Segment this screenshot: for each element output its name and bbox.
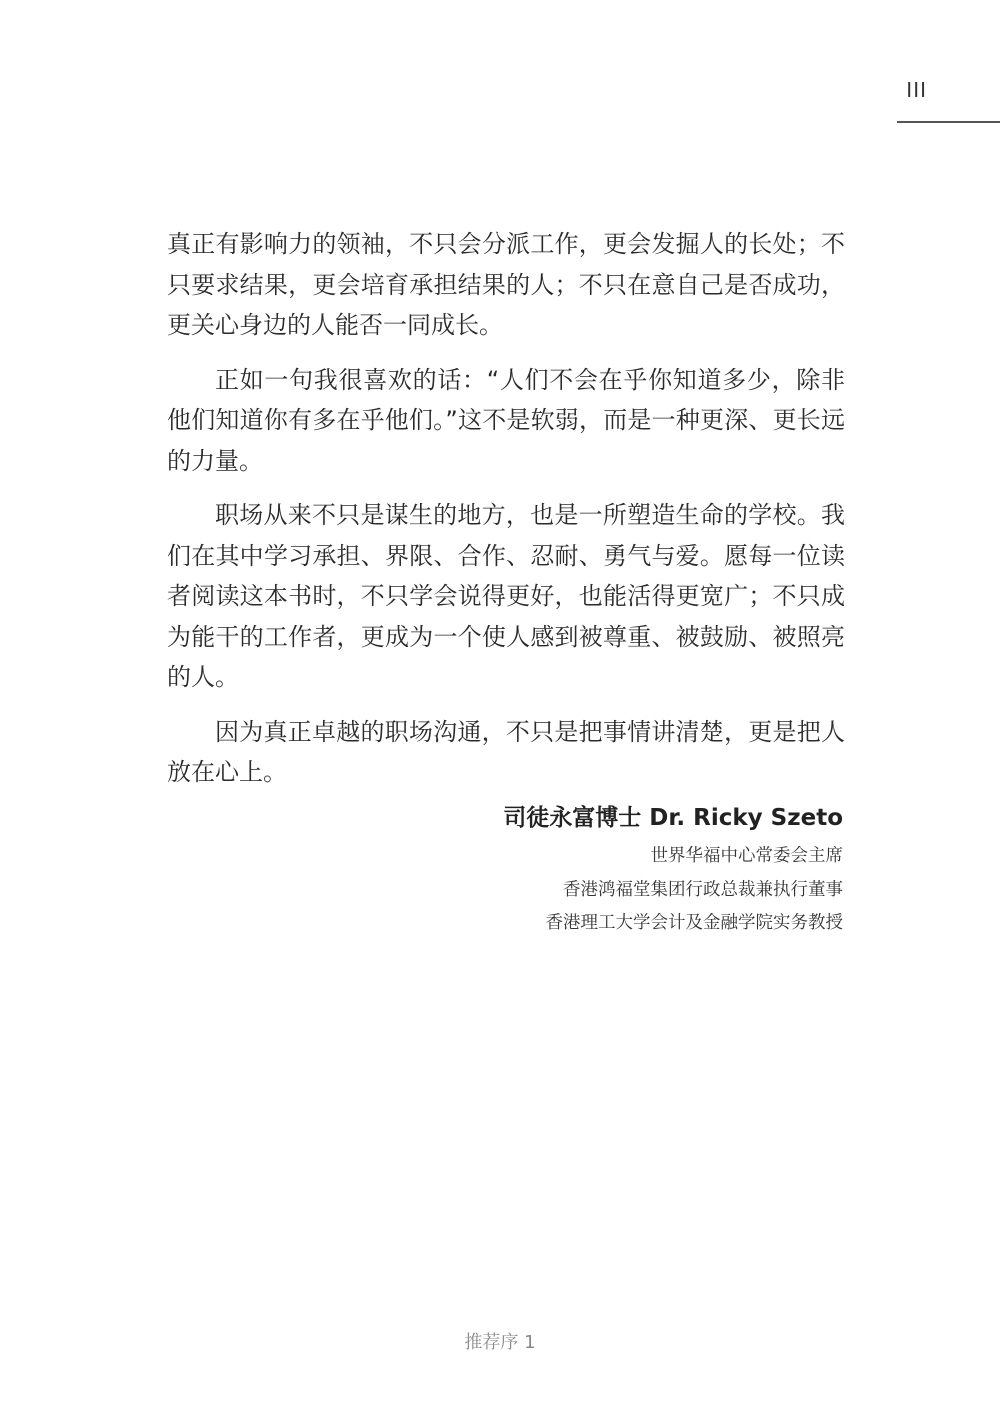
footer-section-label: 推荐序 1 bbox=[464, 1332, 536, 1353]
page-number: III bbox=[906, 78, 927, 102]
author-title: 香港理工大学会计及金融学院实务教授 bbox=[545, 913, 843, 933]
author-name: 司徒永富博士 Dr. Ricky Szeto bbox=[503, 805, 843, 831]
header-rule bbox=[897, 121, 1000, 123]
signature-block bbox=[503, 800, 843, 941]
paragraph-4: 因为真正卓越的职场沟通，不只是把事情讲清楚，更是把人放在心上。 bbox=[167, 717, 845, 786]
paragraph-3: 职场从来不只是谋生的地方，也是一所塑造生命的学校。我们在其中学习承担、界限、合作、忍耐、勇气与爱。愿每一位读者阅读这本书时，不只学会说得更好，也能活得更宽广；不只成为能干的工作者，更成为一个使人感到被尊重、被鼓励、被照亮的人。 bbox=[167, 501, 845, 691]
paragraph-1: 真正有影响力的领袖，不只会分派工作，更会发掘人的长处；不只要求结果，更会培育承担结果的人；不只在意自己是否成功，更关心身边的人能否一同成长。 bbox=[167, 230, 845, 339]
author-title: 香港鸿福堂集团行政总裁兼执行董事 bbox=[563, 879, 843, 900]
paragraph-2: 正如一句我很喜欢的话：“人们不会在乎你知道多少，除非他们知道你有多在乎他们。”这不是软弱，而是一种更深、更长远的力量。 bbox=[167, 365, 845, 475]
author-title: 世界华福中心常委会主席 bbox=[650, 846, 843, 866]
body-text bbox=[167, 224, 845, 807]
